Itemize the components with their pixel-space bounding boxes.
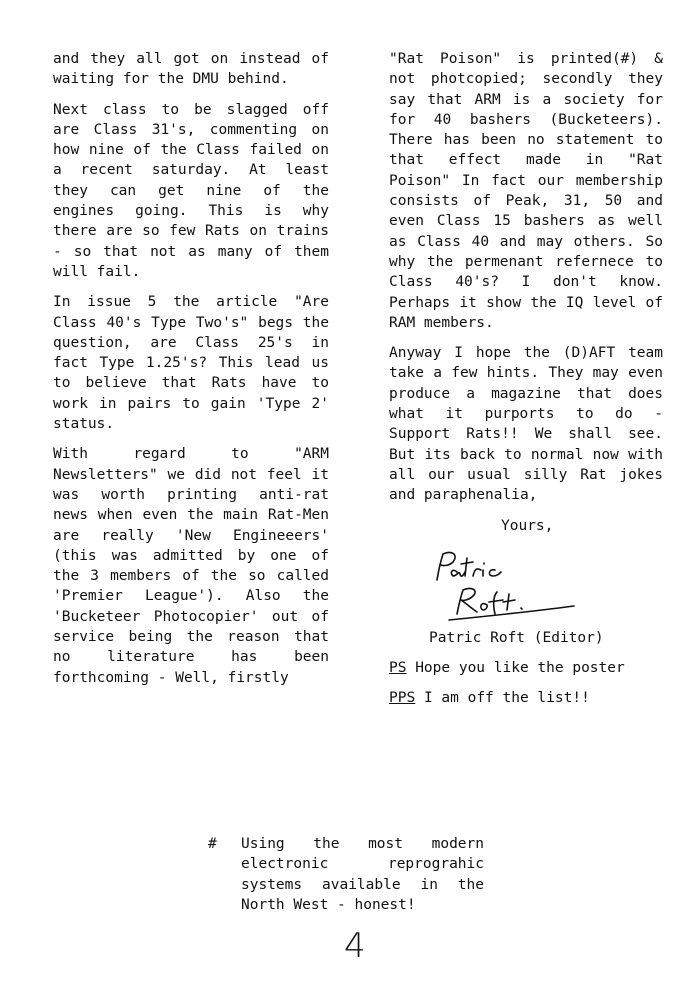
closing-text: Yours, [501,517,554,534]
left-paragraph-4: With regard to "ARM Newsletters" we did not feel it was worth printing anti-rat news when even the main Rat-Men are really 'New Engineeers' (this was admitted by one of the 3 members of the so called 'Premier League'). Also the 'Bucketeer Photocopier' out of service being the reason that no literature has been forthcoming - Well, firstly [53,446,329,686]
right-paragraph-1: "Rat Poison" is printed(#) & not photcopied; secondly they say that ARM is a society for for 40 bashers (Bucketeers). There has been no statement to that effect made in "Rat Poison" In fact our membership consists of Peak, 31, 50 and even Class 15 bashers as well as Class 40 and may others. So why the permenant refernece to Class 40's? I don't know. Perhaps it show the IQ level of RAM members. [389,51,663,331]
pps-line [389,688,663,708]
left-paragraph-3: In issue 5 the article "Are Class 40's Type Two's" begs the question, are Class 25's in fact Type 1.25's? This lead us to believe that Rats have to work in pairs to gain 'Type 2' status. [53,294,329,433]
right-column [389,49,663,719]
right-paragraph-2: Anyway I hope the (D)AFT team take a few hints. They may even produce a magazine that does what it purports to do - Support Rats!! We shall see. But its back to normal now with all our usual silly Rat jokes and paraphenalia, [389,345,663,504]
left-paragraph-1: and they all got on instead of waiting for the DMU behind. [53,51,329,88]
left-paragraph-2: Next class to be slagged off are Class 31's, commenting on how nine of the Class failed on a recent saturday. At least they can get nine of the engines going. This is why there are so few Rats on trains - so that not as many of them will fail. [53,101,329,280]
signature-block [389,516,663,709]
ps-tag: PS [389,660,407,677]
editor-line: Patric Roft (Editor) [429,629,604,646]
footnote-marker: # [208,836,217,852]
pps-text: I am off the list!! [423,690,590,707]
page-number: 4 [344,926,366,966]
signature-image [429,546,589,626]
pps-tag: PPS [389,690,416,707]
handwritten-signature [429,546,663,628]
footnote [208,834,498,915]
left-column [53,49,329,698]
footnote-text: Using the most modern electronic reprograhic systems available in the North West - honest! [241,836,484,913]
ps-line [389,658,663,678]
ps-text: Hope you like the poster [415,660,625,677]
